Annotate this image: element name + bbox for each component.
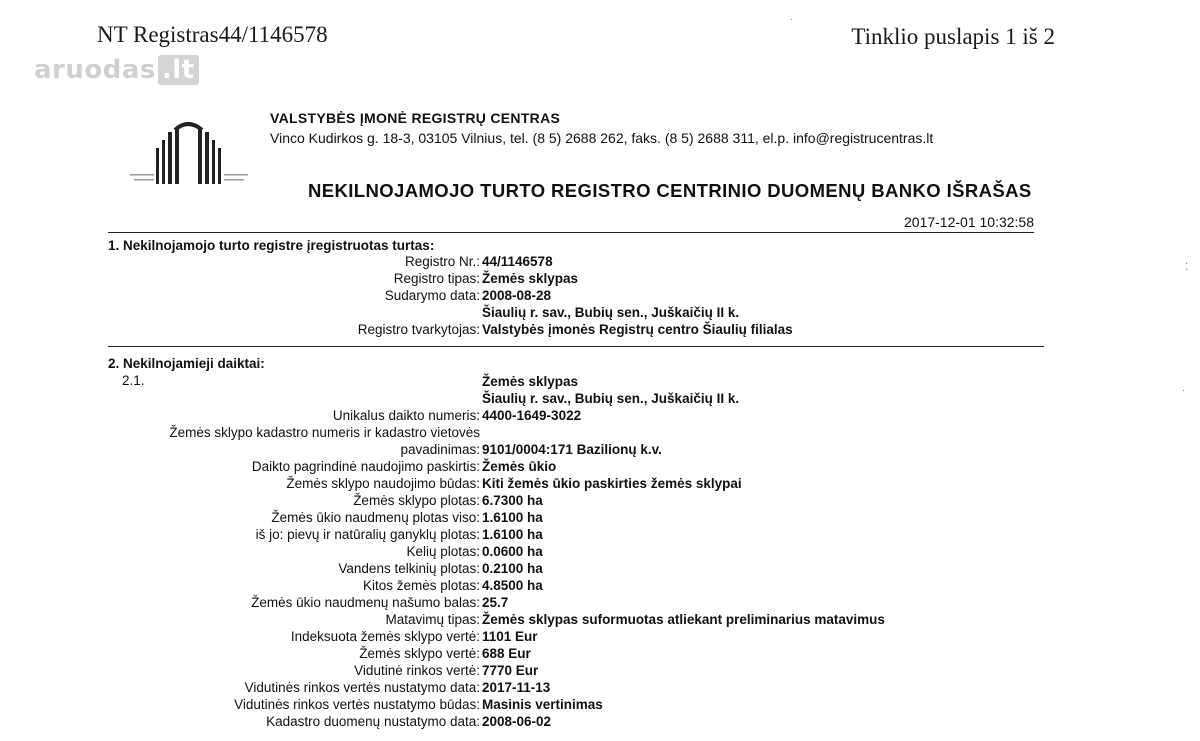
field-label: Vidutinė rinkos vertė:: [354, 663, 480, 678]
field-value: 4400-1649-3022: [482, 408, 582, 423]
section-2-row: [0, 476, 1200, 493]
section-2-row: [0, 527, 1200, 544]
field-value: 4.8500 ha: [482, 578, 543, 593]
section-2-row: [0, 459, 1200, 476]
field-value: 9101/0004:171 Bazilionų k.v.: [482, 442, 662, 457]
section-2-row: [0, 561, 1200, 578]
section-1-row: [0, 288, 1200, 305]
field-value: Žemės sklypas suformuotas atliekant preliminarius matavimus: [482, 612, 885, 627]
field-label: Žemės ūkio naudmenų našumo balas:: [251, 595, 480, 610]
section-divider: [108, 346, 1044, 347]
section-2-row: [0, 544, 1200, 561]
field-label: Kelių plotas:: [406, 544, 480, 559]
field-value: Valstybės įmonės Registrų centro Šiaulių filialas: [482, 322, 793, 337]
field-value: 7770 Eur: [482, 663, 539, 678]
section-1-row: [0, 254, 1200, 271]
organization-address: Vinco Kudirkos g. 18-3, 03105 Vilnius, tel. (8 5) 2688 262, faks. (8 5) 2688 311, el.p. info@registrucentras.lt: [270, 130, 934, 146]
page-header-registry: NT Registras44/1146578: [97, 22, 328, 47]
section-2-row: [0, 408, 1200, 425]
field-value: 25.7: [482, 595, 509, 610]
section-2-row: [0, 578, 1200, 595]
scan-speck: ·: [1182, 385, 1186, 396]
field-label: iš jo: pievų ir natūralių ganyklų plotas:: [255, 527, 480, 542]
field-value: 2008-06-02: [482, 714, 552, 729]
datetime-box: [108, 214, 1034, 233]
section-2-row: [0, 595, 1200, 612]
section-2-row: [0, 510, 1200, 527]
watermark-logo: aruodas .lt: [34, 55, 199, 85]
organization-name: VALSTYBĖS ĮMONĖ REGISTRŲ CENTRAS: [270, 110, 561, 126]
field-label: Kadastro duomenų nustatymo data:: [266, 714, 480, 729]
field-label: Registro Nr.:: [404, 254, 480, 269]
field-value: Žemės sklypas: [482, 271, 579, 286]
section-2-row: [0, 374, 1200, 391]
field-value: Kiti žemės ūkio paskirties žemės sklypai: [482, 476, 742, 491]
field-label: Registro tipas:: [393, 271, 480, 286]
field-label: pavadinimas:: [400, 442, 480, 457]
field-value: 0.2100 ha: [482, 561, 543, 576]
field-label: Unikalus daikto numeris:: [332, 408, 480, 423]
scan-speck: ⁚: [1185, 262, 1189, 273]
item-number: 2.1.: [122, 373, 145, 388]
field-value: 2008-08-28: [482, 288, 552, 303]
field-value: 1101 Eur: [482, 629, 538, 644]
field-label: Registro tvarkytojas:: [357, 322, 480, 337]
section-2-row: [0, 391, 1200, 408]
section-2-row: [0, 714, 1200, 731]
document-title: NEKILNOJAMOJO TURTO REGISTRO CENTRINIO DUOMENŲ BANKO IŠRAŠAS: [308, 180, 1032, 201]
field-value: 44/1146578: [482, 254, 553, 269]
field-value: 1.6100 ha: [482, 527, 543, 542]
section-2-row: [0, 425, 1200, 442]
field-label: Indeksuota žemės sklypo vertė:: [290, 629, 480, 644]
field-label: Žemės sklypo kadastro numeris ir kadastro vietovės: [169, 425, 480, 440]
document-datetime: 2017-12-01 10:32:58: [904, 214, 1034, 230]
section-2-row: [0, 493, 1200, 510]
field-value: 6.7300 ha: [482, 493, 543, 508]
section-1-row: [0, 305, 1200, 322]
section-2-row: [0, 629, 1200, 646]
field-value: Šiaulių r. sav., Bubių sen., Juškaičių II k.: [482, 305, 740, 320]
field-value: 688 Eur: [482, 646, 531, 661]
field-label: Matavimų tipas:: [385, 612, 480, 627]
field-value: Žemės sklypas: [482, 374, 579, 389]
field-value: Masinis vertinimas: [482, 697, 603, 712]
section-2-row: [0, 646, 1200, 663]
field-label: Vidutinės rinkos vertės nustatymo būdas:: [234, 697, 480, 712]
field-value: 2017-11-13: [482, 680, 551, 695]
field-value: 0.0600 ha: [482, 544, 543, 559]
section-1-heading: 1. Nekilnojamojo turto registre įregistruotas turtas:: [108, 238, 435, 253]
page-header-pagination: Tinklio puslapis 1 iš 2: [851, 24, 1055, 49]
section-2-row: [0, 612, 1200, 629]
section-1-row: [0, 322, 1200, 339]
section-1-row: [0, 271, 1200, 288]
field-value: Šiaulių r. sav., Bubių sen., Juškaičių II k.: [482, 391, 740, 406]
section-2-row: [0, 697, 1200, 714]
field-value: Žemės ūkio: [482, 459, 557, 474]
field-label: Kitos žemės plotas:: [362, 578, 480, 593]
section-2-row: [0, 663, 1200, 680]
field-label: Žemės ūkio naudmenų plotas viso:: [271, 510, 480, 525]
scan-speck: ·: [790, 14, 794, 25]
field-value: 1.6100 ha: [482, 510, 543, 525]
registru-centras-logo-icon: [130, 118, 250, 188]
field-label: Vidutinės rinkos vertės nustatymo data:: [244, 680, 480, 695]
field-label: Daikto pagrindinė naudojimo paskirtis:: [251, 459, 480, 474]
section-2-row: [0, 442, 1200, 459]
section-2-row: [0, 680, 1200, 697]
section-2-heading: 2. Nekilnojamieji daiktai:: [108, 356, 265, 371]
field-label: Žemės sklypo naudojimo būdas:: [286, 476, 480, 491]
field-label: Vandens telkinių plotas:: [338, 561, 480, 576]
field-label: Žemės sklypo vertė:: [359, 646, 480, 661]
field-label: Sudarymo data:: [384, 288, 480, 303]
field-label: Žemės sklypo plotas:: [353, 493, 480, 508]
